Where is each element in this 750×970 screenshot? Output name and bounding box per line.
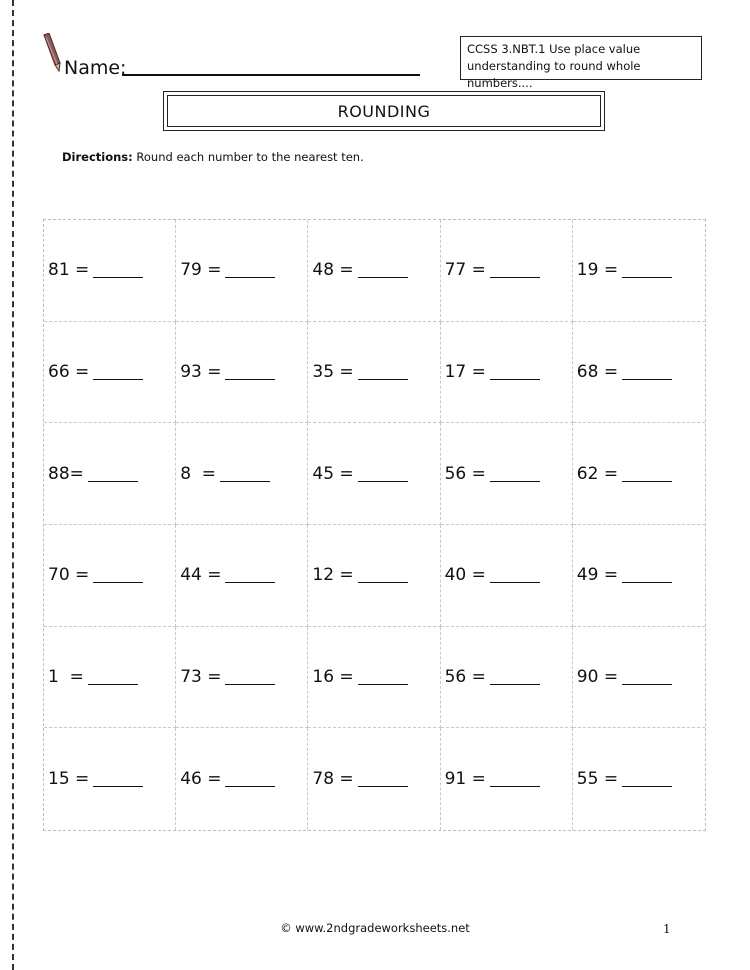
problem [180,565,275,585]
problem-text: 56 = [444,666,486,687]
problem-cell [176,525,308,627]
problem [180,260,275,280]
answer-blank[interactable] [93,582,143,583]
problem [180,362,275,382]
problem-cell [441,627,573,729]
problem-text: 66 = [48,361,90,382]
problem-cell [44,525,176,627]
problem-cell [441,728,573,830]
problem [577,362,672,382]
problem-text: 19 = [576,260,619,281]
problem-cell [44,220,176,322]
problem [312,362,407,382]
answer-blank[interactable] [358,684,408,685]
problem [48,565,143,585]
problem-text: 8 = [180,463,217,484]
problem-cell [573,322,705,424]
answer-blank[interactable] [490,684,540,685]
answer-blank[interactable] [225,379,275,380]
problem [445,769,540,789]
problem-cell [308,525,440,627]
problem-cell [308,322,440,424]
problem-cell [573,627,705,729]
problem-text: 93 = [180,361,222,382]
answer-blank[interactable] [622,379,672,380]
problem-text: 88= [48,463,84,484]
answer-blank[interactable] [358,379,408,380]
problem-text: 62 = [576,463,619,484]
problem-cell [176,220,308,322]
answer-blank[interactable] [358,582,408,583]
problem [445,260,540,280]
answer-blank[interactable] [225,684,275,685]
answer-blank[interactable] [88,481,138,482]
answer-blank[interactable] [490,277,540,278]
problem [312,769,407,789]
answer-blank[interactable] [622,582,672,583]
problem-text: 81 = [48,260,90,281]
problem [312,667,407,687]
problem-cell [441,423,573,525]
answer-blank[interactable] [490,379,540,380]
problem-cell [44,423,176,525]
directions [62,150,364,164]
answer-blank[interactable] [220,481,270,482]
problem-text: 48 = [312,260,354,281]
problem-text: 16 = [312,666,354,687]
problem [312,260,407,280]
problem-text: 15 = [48,769,90,790]
problem-text: 40 = [444,565,486,586]
problem-cell [176,423,308,525]
problem-cell [44,728,176,830]
problem-cell [308,423,440,525]
problem-cell [176,627,308,729]
problem [577,464,672,484]
answer-blank[interactable] [622,277,672,278]
problem-cell [573,728,705,830]
problem [48,362,143,382]
answer-blank[interactable] [225,786,275,787]
problem-text: 68 = [576,361,619,382]
standard-box: CCSS 3.NBT.1 Use place value understanding to round whole numbers.... [460,36,702,80]
problem-text: 91 = [444,769,486,790]
problem-cell [308,728,440,830]
pencil-icon [40,33,64,73]
answer-blank[interactable] [622,684,672,685]
answer-blank[interactable] [358,481,408,482]
problem [48,769,143,789]
page-title: ROUNDING [167,95,601,127]
problem [577,565,672,585]
problem-cell [573,423,705,525]
problem-cell [441,525,573,627]
answer-blank[interactable] [93,379,143,380]
problem-text: 17 = [444,361,486,382]
problem-cell [573,525,705,627]
problem-cell [441,322,573,424]
problem-cell [176,728,308,830]
problem [48,260,143,280]
answer-blank[interactable] [93,786,143,787]
problem [312,464,407,484]
problem-cell [308,627,440,729]
problem [577,260,672,280]
answer-blank[interactable] [622,481,672,482]
problem [180,464,270,484]
answer-blank[interactable] [490,786,540,787]
problem-text: 70 = [48,565,90,586]
problem-text: 12 = [312,565,354,586]
name-label: Name: [64,57,127,79]
problem-text: 73 = [180,666,222,687]
answer-blank[interactable] [93,277,143,278]
answer-blank[interactable] [358,786,408,787]
directions-text: Round each number to the nearest ten. [132,150,364,164]
problem [445,667,540,687]
problem [48,667,138,687]
problem-cell [573,220,705,322]
problem [577,769,672,789]
problem-text: 56 = [444,463,486,484]
answer-blank[interactable] [225,582,275,583]
problem-text: 78 = [312,769,354,790]
problem [577,667,672,687]
title-box [163,91,605,131]
answer-blank[interactable] [490,582,540,583]
problem-text: 1 = [48,666,84,687]
problem-text: 35 = [312,361,354,382]
problem-cell [176,322,308,424]
problem [180,769,275,789]
page-number: 1 [663,922,671,936]
problem-text: 44 = [180,565,222,586]
problem [445,565,540,585]
problem-cell [44,627,176,729]
problem-text: 90 = [576,666,619,687]
problem [312,565,407,585]
problem-text: 49 = [576,565,619,586]
problem [445,362,540,382]
problem-text: 79 = [180,260,222,281]
problem-text: 55 = [576,769,619,790]
answer-blank[interactable] [225,277,275,278]
answer-blank[interactable] [622,786,672,787]
directions-label: Directions: [62,150,133,164]
answer-blank[interactable] [88,684,138,685]
problem-text: 46 = [180,769,222,790]
answer-blank[interactable] [490,481,540,482]
name-input-line[interactable] [122,74,420,76]
problem-cell [441,220,573,322]
problem [180,667,275,687]
problem-grid [43,219,706,831]
problem-cell [308,220,440,322]
footer-copyright: © www.2ndgradeworksheets.net [280,921,470,935]
problem-text: 45 = [312,463,354,484]
problem [445,464,540,484]
problem-text: 77 = [444,260,486,281]
answer-blank[interactable] [358,277,408,278]
binder-margin-line [12,0,14,970]
problem-cell [44,322,176,424]
problem [48,464,138,484]
